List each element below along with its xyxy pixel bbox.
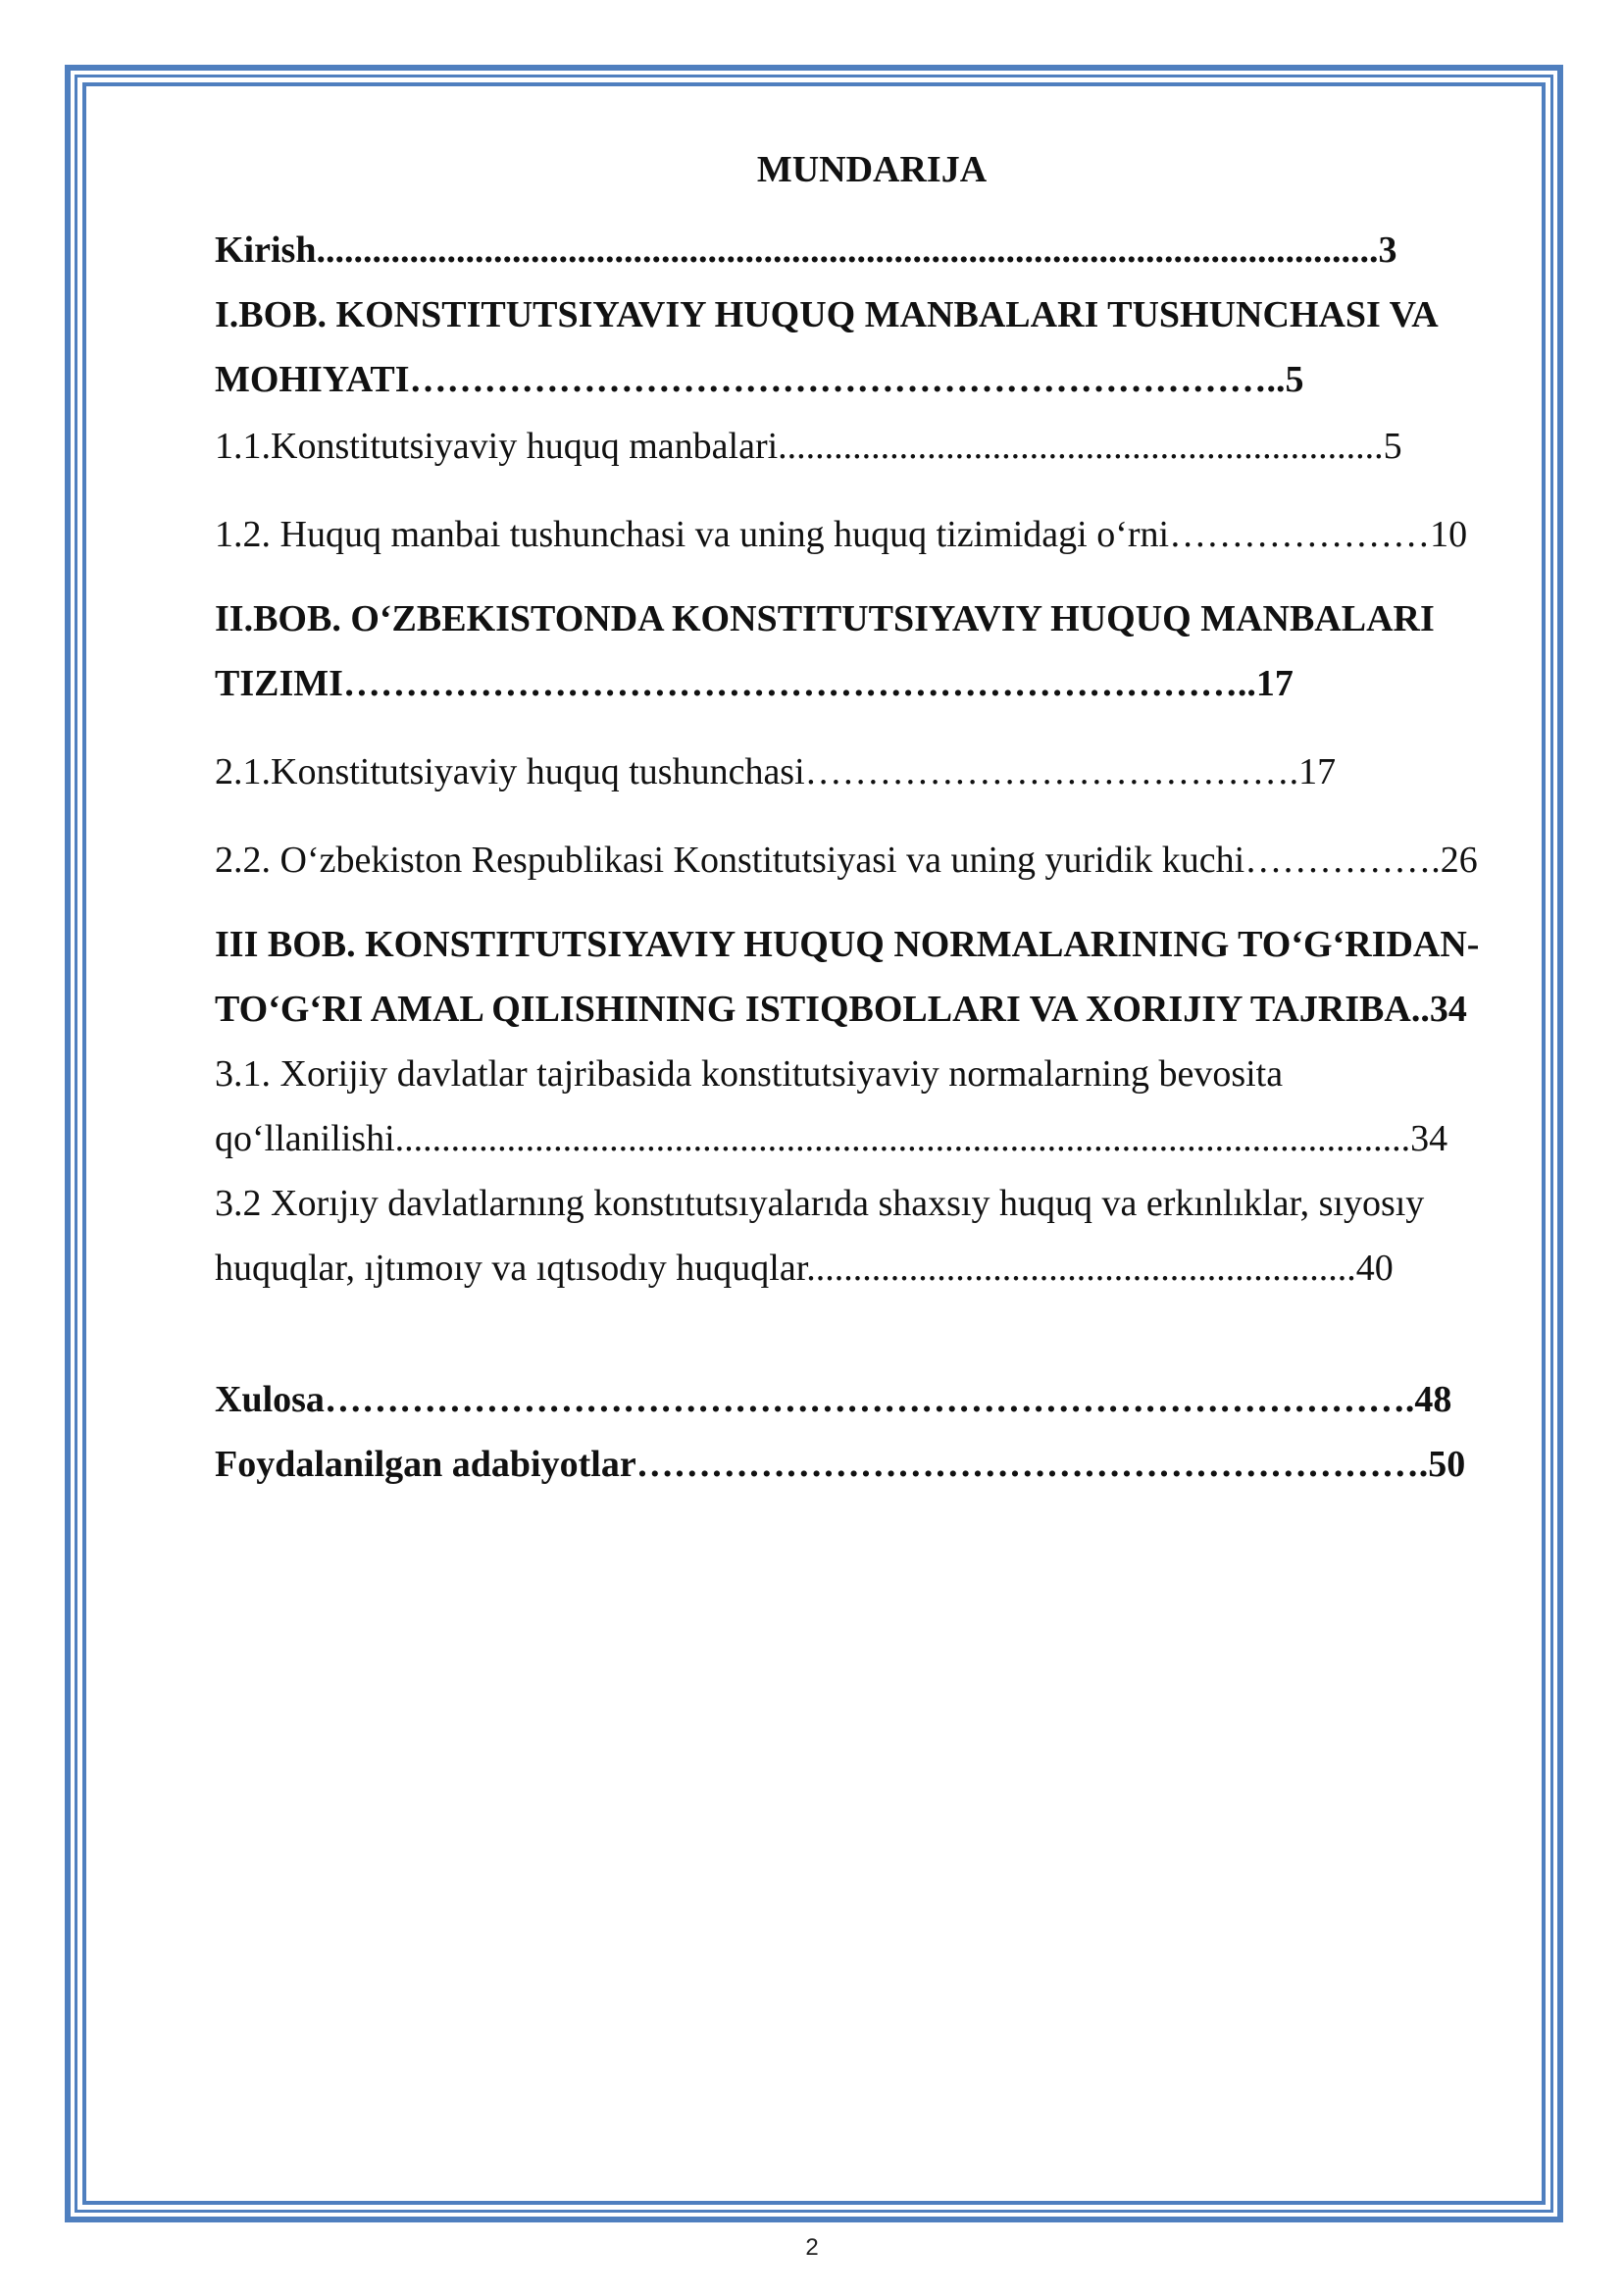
toc-chapter-2-line-1: II.BOB. O‘ZBEKISTONDA KONSTITUTSIYAVIY HUQUQ MANBALARI	[215, 598, 1435, 639]
toc-section-1-2: 1.2. Huquq manbai tushunchasi va uning huquq tizimidagi o‘rni…………………10	[215, 514, 1468, 555]
toc-section-2-1: 2.1.Konstitutsiyaviy huquq tushunchasi………………………………….17	[215, 751, 1337, 792]
toc-chapter-2-line-2: TIZIMI………………………………………………………………..17	[215, 663, 1294, 704]
toc-section-2-2: 2.2. O‘zbekiston Respublikasi Konstitutsiyasi va uning yuridik kuchi…………….26	[215, 840, 1478, 881]
toc-chapter-3-line-2: TO‘G‘RI AMAL QILISHINING ISTIQBOLLARI VA XORIJIY TAJRIBA..34	[215, 989, 1467, 1030]
page-number: 2	[805, 2234, 819, 2261]
toc-section-3-2-line-2: huquqlar, ıjtımoıy va ıqtısodıy huquqlar...........................................................40	[215, 1248, 1394, 1289]
toc-section-3-2-line-1: 3.2 Xorıjıy davlatlarnıng konstıtutsıyalarıda shaxsıy huquq va erkınlıklar, sıyosıy	[215, 1183, 1425, 1224]
toc-chapter-1-line-1: I.BOB. KONSTITUTSIYAVIY HUQUQ MANBALARI TUSHUNCHASI VA	[215, 294, 1439, 335]
toc-chapter-3-line-1: III BOB. KONSTITUTSIYAVIY HUQUQ NORMALARINING TO‘G‘RIDAN-	[215, 924, 1480, 965]
toc-entry-xulosa: Xulosa…………………………………………………………………………….48	[215, 1379, 1452, 1420]
toc-chapter-1-line-2: MOHIYATI……………………………………………………………..5	[215, 359, 1304, 400]
toc-entry-kirish: Kirish..................................................................................................................3	[215, 230, 1397, 271]
toc-section-1-1: 1.1.Konstitutsiyaviy huquq manbalari.................................................................5	[215, 426, 1402, 467]
toc-section-3-1-line-1: 3.1. Xorijiy davlatlar tajribasida konstitutsiyaviy normalarning bevosita	[215, 1053, 1284, 1095]
toc-section-3-1-line-2: qo‘llanilishi.............................................................................................................34	[215, 1118, 1448, 1159]
toc-entry-bibliography: Foydalanilgan adabiyotlar……………………………………………………….50	[215, 1444, 1466, 1485]
toc-title: MUNDARIJA	[756, 149, 988, 190]
